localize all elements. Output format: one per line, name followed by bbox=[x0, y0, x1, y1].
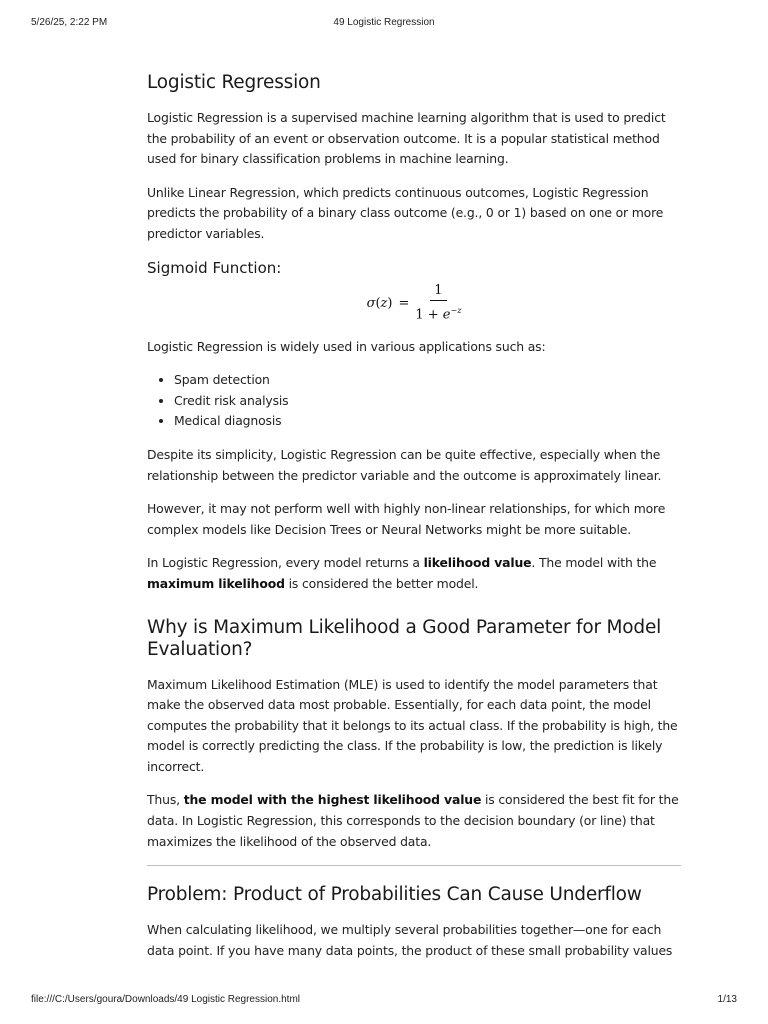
formula-fraction bbox=[415, 284, 461, 323]
print-doc-title: 49 Logistic Regression bbox=[333, 17, 435, 28]
likelihood-value-emphasis: likelihood value bbox=[423, 555, 532, 571]
mle-paragraph-2: Thus, the model with the highest likelihood value is considered the best fit for the data. In Logistic Regression, this corresponds to the decision boundary (or line) that maximizes the likelihood of the observed data. bbox=[147, 792, 679, 849]
sigmoid-formula bbox=[147, 284, 681, 324]
print-footer bbox=[31, 994, 737, 1008]
formula-denominator: $1 + e^{-z}$ bbox=[415, 305, 462, 322]
likelihood-paragraph: In Logistic Regression, every model returns a likelihood value. The model with the maximum likelihood is considered the better model. bbox=[147, 555, 657, 591]
sigmoid-heading: Sigmoid Function: bbox=[147, 258, 282, 277]
formula-lhs: σ(z) bbox=[366, 295, 393, 311]
formula-equals: = bbox=[398, 295, 410, 311]
underflow-paragraph-1: When calculating likelihood, we multiply several probabilities together—one for each data point. If you have many data points, the product of these small probability values bbox=[147, 922, 673, 958]
page-indicator: 1/13 bbox=[717, 994, 737, 1005]
underflow-section-heading: Problem: Product of Probabilities Can Cause Underflow bbox=[147, 884, 642, 906]
list-item: • Credit risk analysis bbox=[174, 391, 681, 412]
section-divider bbox=[147, 865, 681, 866]
list-item: • Medical diagnosis bbox=[174, 411, 681, 432]
print-file-path: file:///C:/Users/goura/Downloads/49 Logistic Regression.html bbox=[31, 994, 301, 1005]
formula-numerator: 1 bbox=[430, 284, 446, 301]
highest-likelihood-emphasis: the model with the highest likelihood value bbox=[183, 792, 482, 808]
mle-section-heading: Why is Maximum Likelihood a Good Parameter for Model Evaluation? bbox=[147, 616, 662, 660]
print-header bbox=[31, 17, 737, 31]
intro-paragraph-1: Logistic Regression is a supervised machine learning algorithm that is used to predict the probability of an event or observation outcome. It is a popular statistical method used for binary classification problems in machine learning. bbox=[147, 110, 666, 167]
mle-paragraph-1: Maximum Likelihood Estimation (MLE) is used to identify the model parameters that make the observed data most probable. Essentially, for each data point, the model computes the probability that it belongs to its actual class. If the probability is high, the model is correctly predicting the class. If the probability is low, the prediction is likely incorrect. bbox=[147, 676, 678, 774]
maximum-likelihood-emphasis: maximum likelihood bbox=[147, 575, 285, 591]
effective-paragraph: Despite its simplicity, Logistic Regression can be quite effective, especially when the relationship between the predictor variable and the outcome is approximately linear. bbox=[147, 446, 662, 483]
list-item: • Spam detection bbox=[174, 370, 681, 391]
intro-paragraph-2: Unlike Linear Regression, which predicts continuous outcomes, Logistic Regression predicts the probability of a binary class outcome (e.g., 0 or 1) based on one or more predictor variables. bbox=[147, 184, 664, 241]
applications-intro: Logistic Regression is widely used in various applications such as: bbox=[147, 338, 546, 354]
applications-list bbox=[147, 370, 681, 432]
print-datetime: 5/26/25, 2:22 PM bbox=[31, 17, 108, 28]
article-content bbox=[147, 72, 681, 974]
nonlinear-paragraph: However, it may not perform well with highly non-linear relationships, for which more complex models like Decision Trees or Neural Networks might be more suitable. bbox=[147, 501, 666, 537]
page-title: Logistic Regression bbox=[147, 72, 321, 93]
